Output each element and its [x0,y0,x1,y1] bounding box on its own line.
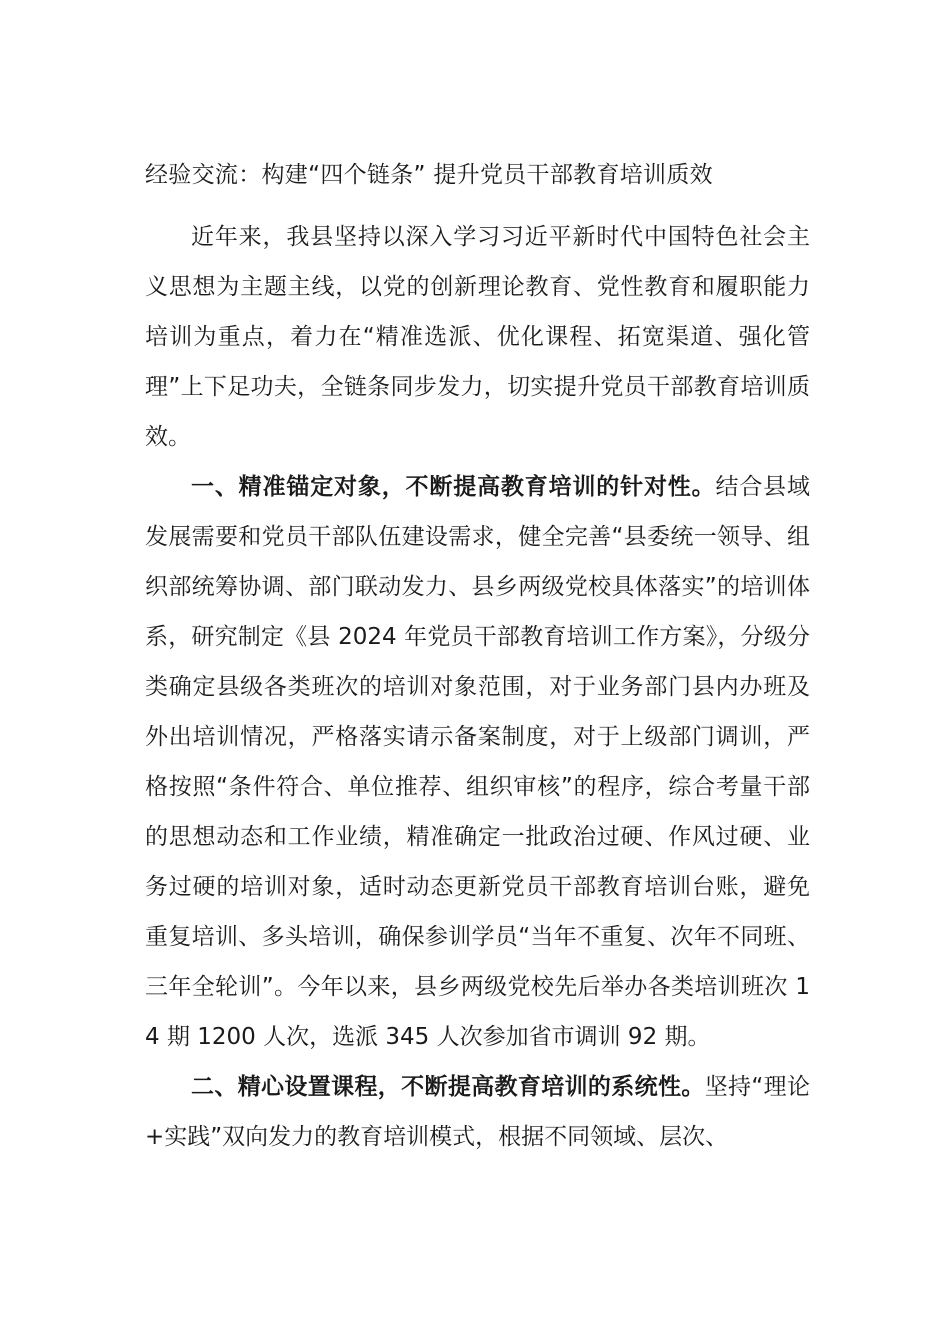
paragraph-intro-text: 近年来，我县坚持以深入学习习近平新时代中国特色社会主义思想为主题主线，以党的创新理论教育、党性教育和履职能力培训为重点，着力在“精准选派、优化课程、拓宽渠道、强化管理”上下足功夫，全链条同步发力，切实提升党员干部教育培训质效。 [145,224,810,450]
paragraph-intro [145,212,810,462]
document-body [145,212,810,1162]
paragraph-section-2 [145,1062,810,1162]
section-1-text: 结合县域发展需要和党员干部队伍建设需求，健全完善“县委统一领导、组织部统筹协调、部门联动发力、县乡两级党校具体落实”的培训体系，研究制定《县 2024 年党员干部教育培训工作方案》，分级分类确定县级各类班次的培训对象范围，对于业务部门县内办班及外出培训情况，严格落实请示备案制度，对于上级部门调训，严格按照“条件符合、单位推荐、组织审核”的程序，综合考量干部的思想动态和工作业绩，精准确定一批政治过硬、作风过硬、业务过硬的培训对象，适时动态更新党员干部教育培训台账，避免重复培训、多头培训，确保参训学员“当年不重复、次年不同班、三年全轮训”。今年以来，县乡两级党校先后举办各类培训班次 14 期 1200 人次，选派 345 人次参加省市调训 92 期。 [145,474,811,1050]
document-title: 经验交流：构建“四个链条” 提升党员干部教育培训质效 [145,162,713,188]
section-2-text: 坚持“理论+实践”双向发力的教育培训模式，根据不同领域、层次、 [145,1074,810,1150]
section-1-heading: 一、精准锚定对象，不断提高教育培训的针对性。 [191,474,716,500]
paragraph-section-1 [145,462,810,1062]
section-2-heading: 二、精心设置课程，不断提高教育培训的系统性。 [191,1074,705,1100]
